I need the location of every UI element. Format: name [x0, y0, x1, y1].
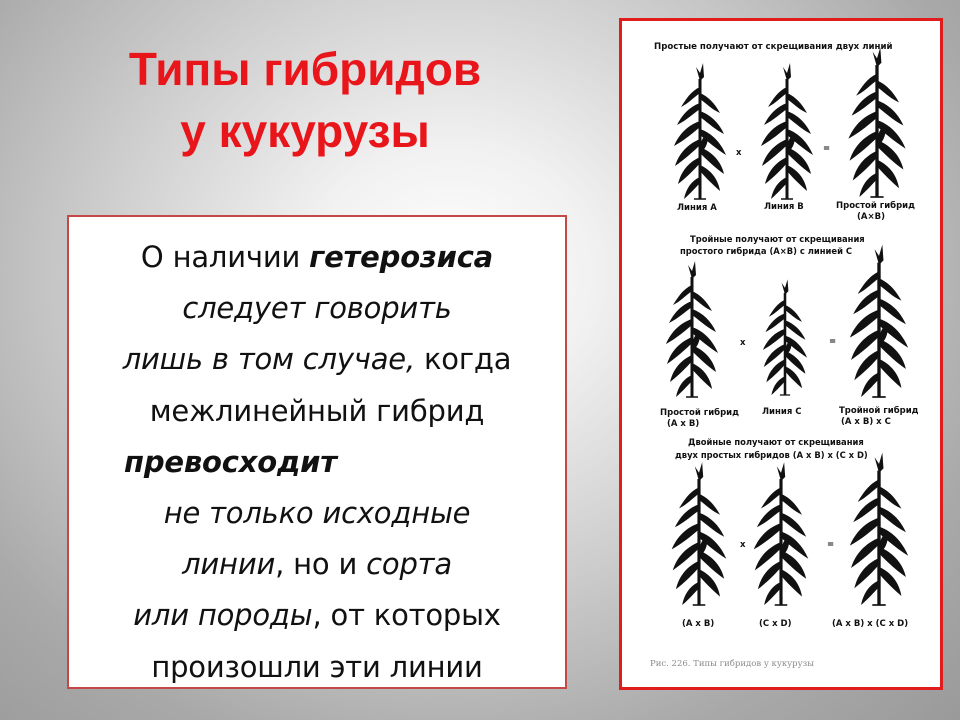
- plant-line-a: [674, 63, 726, 199]
- section3-caption-line-1: Двойные получают от скрещивания: [688, 437, 864, 447]
- label-simple-hybrid-formula: (А×В): [857, 212, 885, 222]
- term-surpasses: превосходит: [124, 444, 337, 479]
- equals-operator: =: [829, 337, 837, 347]
- hybrid-types-figure: [619, 18, 943, 690]
- label-hybrid-cd: (С х D): [759, 619, 792, 629]
- text-line-7: [69, 539, 565, 590]
- label-double-hybrid: (А х В) х (С х D): [832, 619, 909, 629]
- text-line-1: [69, 232, 565, 283]
- label-triple-hybrid: Тройной гибрид: [839, 406, 919, 416]
- plant-hybrid-cd: [754, 462, 809, 605]
- label-hybrid-ab: (А х В): [682, 619, 715, 629]
- text-line-4: межлинейный гибрид: [149, 393, 485, 428]
- text-fragment: линии: [182, 547, 276, 582]
- label-simple-hybrid: Простой гибрид: [836, 201, 915, 211]
- label-simple-hybrid-ab: Простой гибрид: [660, 408, 739, 418]
- plant-double-hybrid: [850, 453, 908, 605]
- section2-caption-line-2: простого гибрида (А×В) с линией С: [680, 246, 853, 256]
- equals-operator: =: [827, 540, 835, 550]
- plant-line-c: [763, 279, 807, 395]
- text-line-2: следует говорить: [182, 291, 452, 326]
- text-line-8: [69, 590, 565, 641]
- text-fragment: О наличии: [140, 240, 310, 274]
- slide-title: [80, 38, 530, 162]
- text-fragment: сорта: [366, 547, 452, 582]
- label-line-c: Линия С: [762, 407, 802, 417]
- text-line-6: не только исходные: [163, 496, 471, 531]
- figure-caption: Рис. 226. Типы гибридов у кукурузы: [650, 659, 814, 669]
- term-heterosis: гетерозиса: [309, 240, 494, 274]
- text-line-9: произошли эти линии: [151, 649, 483, 684]
- text-fragment: или породы: [133, 598, 313, 633]
- text-fragment: когда: [414, 342, 512, 377]
- cross-operator: x: [740, 540, 746, 550]
- equals-operator: =: [823, 144, 831, 154]
- plant-triple-hybrid: [850, 245, 908, 397]
- heterosis-text-box: [67, 215, 567, 689]
- cross-operator: x: [736, 148, 742, 158]
- section2-caption-line-1: Тройные получают от скрещивания: [690, 234, 865, 244]
- cross-operator: x: [740, 338, 746, 348]
- text-fragment: лишь в том случае,: [122, 342, 415, 377]
- plant-simple-hybrid: [848, 47, 905, 197]
- plant-hybrid-ab: [672, 462, 727, 605]
- label-simple-hybrid-ab-formula: (А х В): [667, 419, 700, 429]
- text-fragment: , от которых: [312, 598, 501, 633]
- hybrid-diagram: [622, 21, 940, 687]
- section1-caption: Простые получают от скрещивания двух линий: [654, 42, 893, 52]
- section3-caption-line-2: двух простых гибридов (А х В) х (С х D): [675, 450, 868, 460]
- plant-simple-hybrid-ab: [666, 261, 718, 397]
- label-line-b: Линия В: [764, 202, 804, 212]
- label-line-a: Линия А: [677, 203, 717, 213]
- slide-title-line-2: у кукурузы: [180, 105, 430, 157]
- text-line-3: [69, 334, 565, 385]
- label-triple-hybrid-formula: (А х В) х С: [841, 417, 891, 427]
- text-fragment: , но и: [275, 547, 367, 582]
- slide-title-line-1: Типы гибридов: [128, 43, 482, 95]
- plant-line-b: [761, 63, 813, 199]
